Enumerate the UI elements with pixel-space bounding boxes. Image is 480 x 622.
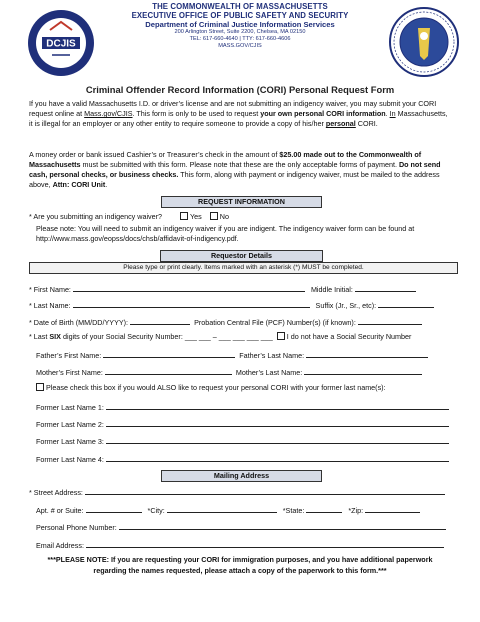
former-last-name-4-field[interactable] <box>106 453 449 462</box>
first-name-row: * First Name: Middle Initial: <box>29 283 459 295</box>
street-address-field[interactable] <box>85 486 445 495</box>
request-information-heading: REQUEST INFORMATION <box>161 196 322 208</box>
phone-row: Personal Phone Number: <box>36 521 466 533</box>
form-title: Criminal Offender Record Information (CORI) Personal Request Form <box>85 84 395 95</box>
city-field[interactable] <box>167 504 277 513</box>
mailing-address-heading: Mailing Address <box>161 470 322 482</box>
indigency-yes-checkbox[interactable] <box>180 212 188 220</box>
father-last-name-field[interactable] <box>306 349 428 358</box>
suffix-field[interactable] <box>378 299 434 308</box>
email-row: Email Address: <box>36 539 466 551</box>
father-name-row: Father’s First Name: Father’s Last Name: <box>36 349 466 361</box>
last-name-row: * Last Name: Suffix (Jr., Sr., etc): <box>29 299 459 311</box>
state-field[interactable] <box>306 504 342 513</box>
email-field[interactable] <box>86 539 444 548</box>
immigration-note-line-1: ***PLEASE NOTE: If you are requesting your CORI for immigration purposes, and you have additional paperwork <box>47 555 433 564</box>
svg-text:DCJIS: DCJIS <box>46 38 76 50</box>
letterhead <box>0 2 480 80</box>
org-line-1: THE COMMONWEALTH OF MASSACHUSETTS <box>152 2 328 11</box>
middle-initial-field[interactable] <box>355 283 416 292</box>
former-last-name-2-field[interactable] <box>106 418 449 427</box>
requestor-details-heading: Requestor Details <box>160 250 323 263</box>
org-line-2: EXECUTIVE OFFICE OF PUBLIC SAFETY AND SECURITY <box>131 11 349 20</box>
former-last-name-3-row: Former Last Name 3: <box>36 435 466 447</box>
street-address-row: * Street Address: <box>29 486 459 498</box>
pcf-field[interactable] <box>358 316 422 325</box>
phone: TEL: 617-660-4640 | TTY: 617-660-4606 <box>189 36 291 42</box>
last-name-field[interactable] <box>73 299 310 308</box>
dob-field[interactable] <box>130 316 190 325</box>
former-last-name-4-row: Former Last Name 4: <box>36 453 466 465</box>
mother-name-row: Mother’s First Name: Mother’s Last Name: <box>36 366 466 378</box>
ssn-row: * Last SIX digits of your Social Security Number: ___ ___ – ___ ___ ___ ___ I do not have a Social Security Number <box>29 332 412 341</box>
mother-last-name-field[interactable] <box>304 366 422 375</box>
dob-row: * Date of Birth (MM/DD/YYYY): Probation Central File (PCF) Number(s) (if known): <box>29 316 459 328</box>
ssn-field[interactable]: ___ ___ – ___ ___ ___ ___ <box>184 332 273 341</box>
dcjis-logo <box>26 8 96 78</box>
first-name-field[interactable] <box>73 283 305 292</box>
immigration-note-line-2: regarding the names requested, please attach a copy of the paperwork to this form.*** <box>93 566 387 575</box>
letterhead-text <box>115 2 365 50</box>
indigency-note: Please note: You will need to submit an indigency waiver if you are indigent. The indigency waiver form can be found at http://www.mass.gov/eopss/docs/chsb/affidavit-of-indigency.pdf. <box>36 224 415 243</box>
former-names-checkbox[interactable] <box>36 383 44 391</box>
requestor-instructions: Please type or print clearly. Items marked with an asterisk (*) MUST be completed. <box>29 262 458 274</box>
indigency-no-checkbox[interactable] <box>210 212 218 220</box>
former-last-name-3-field[interactable] <box>106 435 449 444</box>
former-names-check-row: Please check this box if you would ALSO like to request your personal CORI with your former last name(s): <box>36 383 466 393</box>
former-last-name-1-field[interactable] <box>106 401 449 410</box>
department-name: Department of Criminal Justice Information Services <box>145 20 335 29</box>
zip-field[interactable] <box>365 504 420 513</box>
intro-paragraph-2: A money order or bank issued Cashier’s or Treasurer’s check in the amount of $25.00 made out to the Commonwealth of Massachusetts must be submitted with this form. Please note that these are the only acceptable forms of payment. Do not send cash, personal checks, or business checks. This form, along with payment or indigency waiver, must be mailed to the address above, Attn: CORI Unit. <box>29 150 441 189</box>
former-last-name-1-row: Former Last Name 1: <box>36 401 466 413</box>
massachusetts-seal <box>388 6 460 78</box>
father-first-name-field[interactable] <box>103 349 235 358</box>
online-link[interactable]: Mass.gov/CJIS <box>84 109 133 118</box>
website: MASS.GOV/CJIS <box>218 43 262 49</box>
address: 200 Arlington Street, Suite 2200, Chelsea, MA 02150 <box>174 29 306 35</box>
apt-city-state-zip-row: Apt. # or Suite: *City: *State: *Zip: <box>36 504 466 516</box>
intro-paragraph-1: If you have a valid Massachusetts I.D. or driver’s license and are not submitting an indigency waiver, you may submit your CORI request online at Mass.gov/CJIS. This form is only to be used to request your own personal CORI information. In Massachusetts, it is illegal for an employer or any other entity to require someone to provide a copy of his/her personal CORI. <box>29 99 448 128</box>
indigency-question: * Are you submitting an indigency waiver? Yes No <box>29 212 229 221</box>
apt-field[interactable] <box>86 504 142 513</box>
no-ssn-checkbox[interactable] <box>277 332 285 340</box>
mother-first-name-field[interactable] <box>105 366 232 375</box>
former-last-name-2-row: Former Last Name 2: <box>36 418 466 430</box>
phone-field[interactable] <box>119 521 446 530</box>
